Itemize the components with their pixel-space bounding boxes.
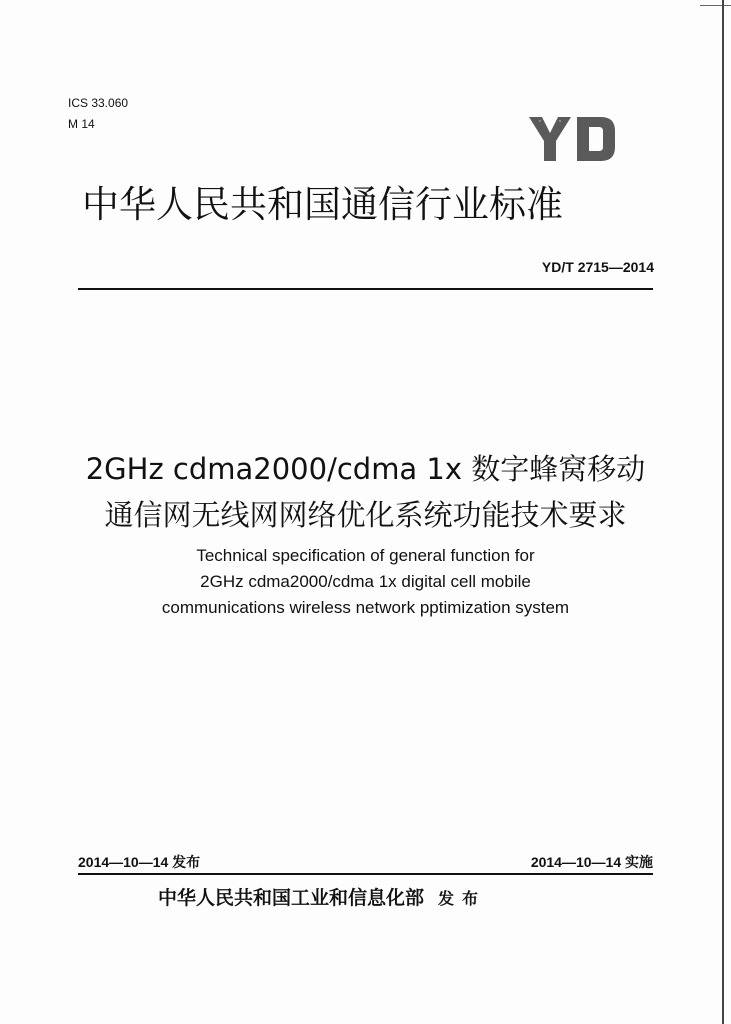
title-chinese [0, 446, 731, 538]
classification-codes [68, 93, 128, 135]
top-divider [78, 288, 653, 290]
title-english-line-2: 2GHz cdma2000/cdma 1x digital cell mobile [200, 572, 531, 591]
title-english-line-1: Technical specification of general function for [196, 546, 535, 565]
title-english [0, 543, 731, 621]
title-chinese-line-2: 通信网无线网网络优化系统功能技术要求 [104, 498, 627, 532]
page-edge-mark [700, 5, 731, 6]
publisher-action: 发布 [438, 889, 487, 908]
issue-date: 2014—10—14 发布 [78, 854, 201, 870]
standard-number: YD/T 2715—2014 [541, 259, 654, 275]
ics-code: ICS 33.060 [68, 96, 129, 110]
yd-logo [529, 117, 615, 161]
ccs-code: M 14 [68, 117, 95, 131]
title-chinese-line-1: 2GHz cdma2000/cdma 1x 数字蜂窝移动 [85, 452, 646, 486]
title-english-line-3: communications wireless network pptimization system [161, 598, 570, 617]
standard-category-name: 中华人民共和国通信行业标准 [82, 183, 563, 226]
publisher-name: 中华人民共和国工业和信息化部 [158, 887, 425, 909]
bottom-divider [78, 873, 653, 875]
publisher [158, 884, 578, 913]
implementation-date: 2014—10—14 实施 [530, 854, 653, 870]
